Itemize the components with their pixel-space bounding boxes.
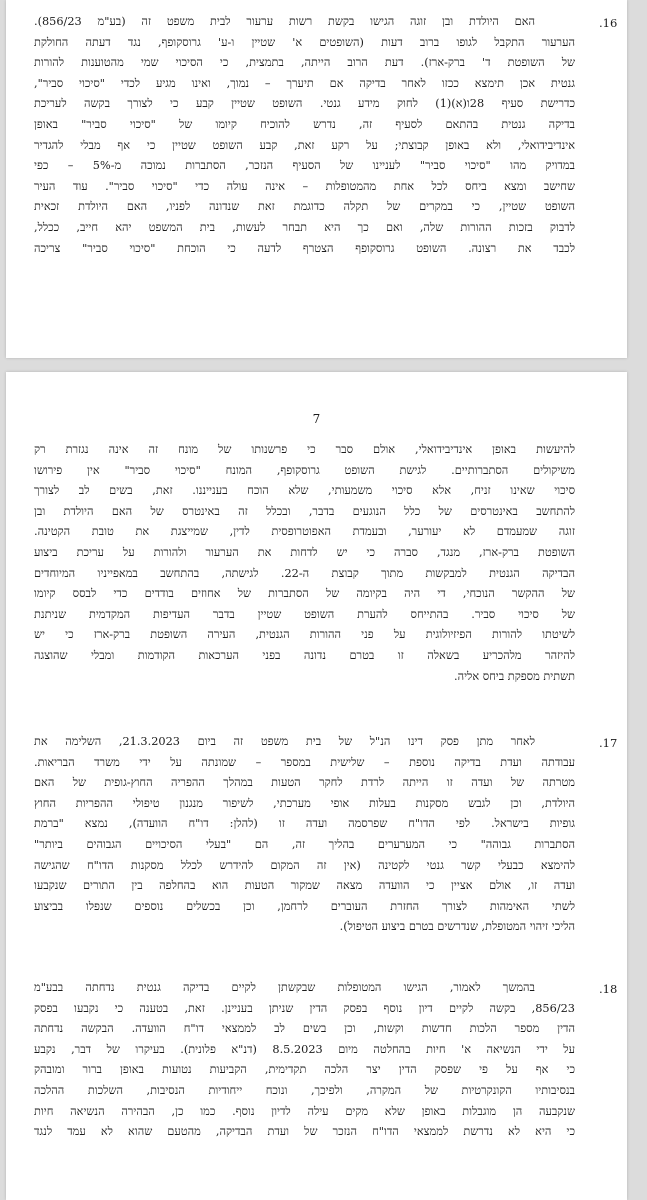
text-line: גנטית אכן תימצא ככזו לאחר בדיקה אם תיערך – נמוך, ואינו מגיע לכדי "סיכוי סביר", (34, 76, 575, 90)
document-page-1 (6, 0, 627, 358)
text-line: להימצא כבעלי קשר גנטי לקטינה (אין זה המקום להידרש לכלל מסקנות הדו"ח שהגישה (34, 858, 575, 872)
text-line: הערעור התקבל לגופו ברוב דעות (השופטים א' שטיין ו-ע' גרוסקופף, נגד דעתה החולקת (34, 35, 575, 49)
text-line: שנקבעה הן מוגבלות באופן שלא מקים עילה לדיון נוסף. כמו כן, הבהירה הנשיאה חיות (34, 1104, 575, 1118)
text-line: על ידי הנשיאה א' חיות בהחלטה מיום 8.5.2023 (דנ"א פלונית). בעיקרו של דבר, נקבע (34, 1042, 575, 1056)
paragraph-18 (34, 978, 575, 1178)
text-line: עבודתה ועדת בדיקה נוספת – שלישית במספר – שמונתה על ידי משרד הבריאות. (34, 755, 575, 769)
text-line: במדויק מהו "סיכוי סביר" לעניינו של הסעיף הנזכר, הסתברות נמוכה מ-5% – כפי (34, 159, 575, 173)
text-line: שחישב ומצא ביחס לכל אחת מהמטופלות – אינה עולה כדי "סיכוי סביר". עוד העיר (34, 179, 575, 193)
text-line: של ההקשר הנוכחי, די היה בקיומה של הסתברות של אחוזים בודדים כדי לבסס קיומו (34, 587, 575, 601)
text-line: כי היא לא נדרשת לממצאי הדו"ח הנזכר של ועדת הבדיקה, מהטעם שהוא לא עמד לנגד (34, 1125, 575, 1139)
text-line: לכבד את רצונה. השופט גרוסקופף הצטרף לדעה כי הוכחת "סיכוי סביר" צריכה (34, 241, 575, 255)
text-line: ועדה זו, אולם אציין כי הוועדה מצאה שמקור הטעות הוא בהחלפה בין התורים שנקבעו (34, 879, 575, 893)
document-page-2 (6, 372, 627, 1200)
text-line: תשתית מספקת ביחס אליה. (453, 669, 575, 683)
text-line: גופיות בישראל. לפי הדו"ח שפרסמה ועדה זו (להלן: דו"ח הוועדה), נמצא "ברמת (34, 817, 575, 831)
text-line: השופטת ברק-ארז, מנגד, סברה כי יש לדחות את הערעור ולהורות על עריכת ביצוע (34, 546, 575, 559)
text-line: הבדיקה הגנטית למבקשות מתוך קבוצת ה-22. לגישתה, בהתחשב במאפייניו המיוחדים (34, 566, 575, 580)
text-line: הדין מספר הלכות חדשות וקשות, וכן בשים לב לממצאי דו"ח הוועדה. הבקשה נדחתה (34, 1022, 575, 1036)
text-line: בנסיבותיו הקונקרטיות של המקרה, ולפיכך, ונוכח ייחודיות הנסיבות, השלכות ההלכה (34, 1084, 575, 1097)
text-line: להיזהר מלהכריע בשאלה זו בטרם נדונה בפני הערכאות הקודמות ומבלי שהוצגה (34, 649, 575, 662)
text-line: לשיטתו להורות הפיזיולוגית על פני ההורות הגנטית, העירה השופטת ברק-ארז כי יש (34, 628, 575, 642)
paragraph-18-number: .18 (599, 982, 618, 996)
text-line: מטרתה של ועדה זו הייתה לרדת לחקר הטעות במהלך ההפריה החוץ-גופית של האם (34, 776, 575, 790)
text-line: 856/23, בקשה לקיים דיון נוסף בפסק הדין שניתן בעניינן. זאת, בטענה כי נקבעו בפסק (34, 1001, 575, 1015)
text-line: האם היולדת ובן זוגה הגישו בקשת רשות ערעור לבית משפט זה (בע"מ 856/23). (34, 15, 535, 28)
text-line: הסתברות גבוהה" כי המערערים בהליך זה, הם "בעלי הסיכויים הגבוהים ביותר" (34, 838, 575, 851)
text-line: של השופטת ד' ברק-ארז). דעת הרוב הייתה, בתמצית, כי הסיכוי שמי מהטוענות להורות (34, 56, 575, 70)
text-line: בהמשך לאמור, הגישו המטופלות שבקשתן לקיים בדיקה גנטית נדחתה בבע"מ (34, 981, 535, 994)
text-line: אינדיבידואלי, ולא באופן קבוצתי; על רקע זאת, קבע השופט שטיין כי אף מבלי להגדיר (34, 138, 575, 152)
paragraph-16 (34, 12, 575, 272)
paragraph-16-number: .16 (599, 16, 618, 30)
paragraph-17-number: .17 (599, 736, 618, 750)
text-line: לאחר מתן פסק דינו הנ"ל של בית משפט זה ביום 21.3.2023, השלימה את (34, 735, 535, 748)
text-line: של סיכוי סביר. בהתייחס להערת השופט שטיין בדבר העדיפות המקדמית שניתנת (34, 607, 575, 621)
text-line: זוגה שמעמדם לא יעורער, ובעמדת האפוטרופסית לדין, שמייצגת את טובת הקטינה. (34, 525, 575, 539)
text-line: כי אף על פי שפסק הדין יצר הלכה תקדימית, הקביעות נטועות באופן ברור ומובהק (34, 1063, 575, 1077)
text-line: כדרישת סעיף 28ו(א)(1) לחוק מידע גנטי. השופט שטיין קבע כי לצורך בקשה לעריכת (34, 97, 575, 111)
text-line: סיכוי שאינו זניח, אלא סיכוי משמעותי, שלא הוכח בענייננו. זאת, בשים לב לצורך (34, 484, 575, 498)
text-line: הליכי זיהוי המטופלת, שנדרשים בטרם ביצוע הטיפול). (339, 920, 575, 934)
text-line: לדבוק בזכות ההורות שלה, ואם כך היא תבחר לעשות, בית המשפט יהא חייב, ככלל, (34, 221, 575, 234)
paragraph-16-continuation (34, 440, 575, 700)
text-line: לשתי האימהות לצורך החזרת העוברים לרחמן, וכן בכשלים נוספים שנפלו בביצוע (34, 899, 575, 913)
text-line: השופט שטיין, כי במקרים של תקלה כדוגמת זאת שנדונה לפניו, האם היולדת זכאית (34, 200, 575, 214)
text-line: היולדת, וכן לגבש מסקנות בעלות אופי מערכתי, לשיפור מנגנון טיפולי ההפריות החוץ (34, 796, 575, 810)
text-line: משיקולים הסתברותיים. לגישת השופט גרוסקופף, המונח "סיכוי סביר" אין פירושו (34, 463, 575, 477)
text-line: להיעשות באופן אינדיבידואלי, אולם סבר כי פרשנותו של מונח זה אינה נגזרת רק (34, 443, 575, 456)
text-line: בדיקה גנטית בהתאם לסעיף זה, נדרש להוכיח קיומו של "סיכוי סביר" באופן (34, 118, 575, 131)
page-number: 7 (312, 412, 321, 426)
text-line: להתחשב באינטרסים של כלל הנוגעים בדבר, ובכלל זה באינטרס של האם היולדת ובן (34, 504, 575, 518)
paragraph-17 (34, 732, 575, 952)
